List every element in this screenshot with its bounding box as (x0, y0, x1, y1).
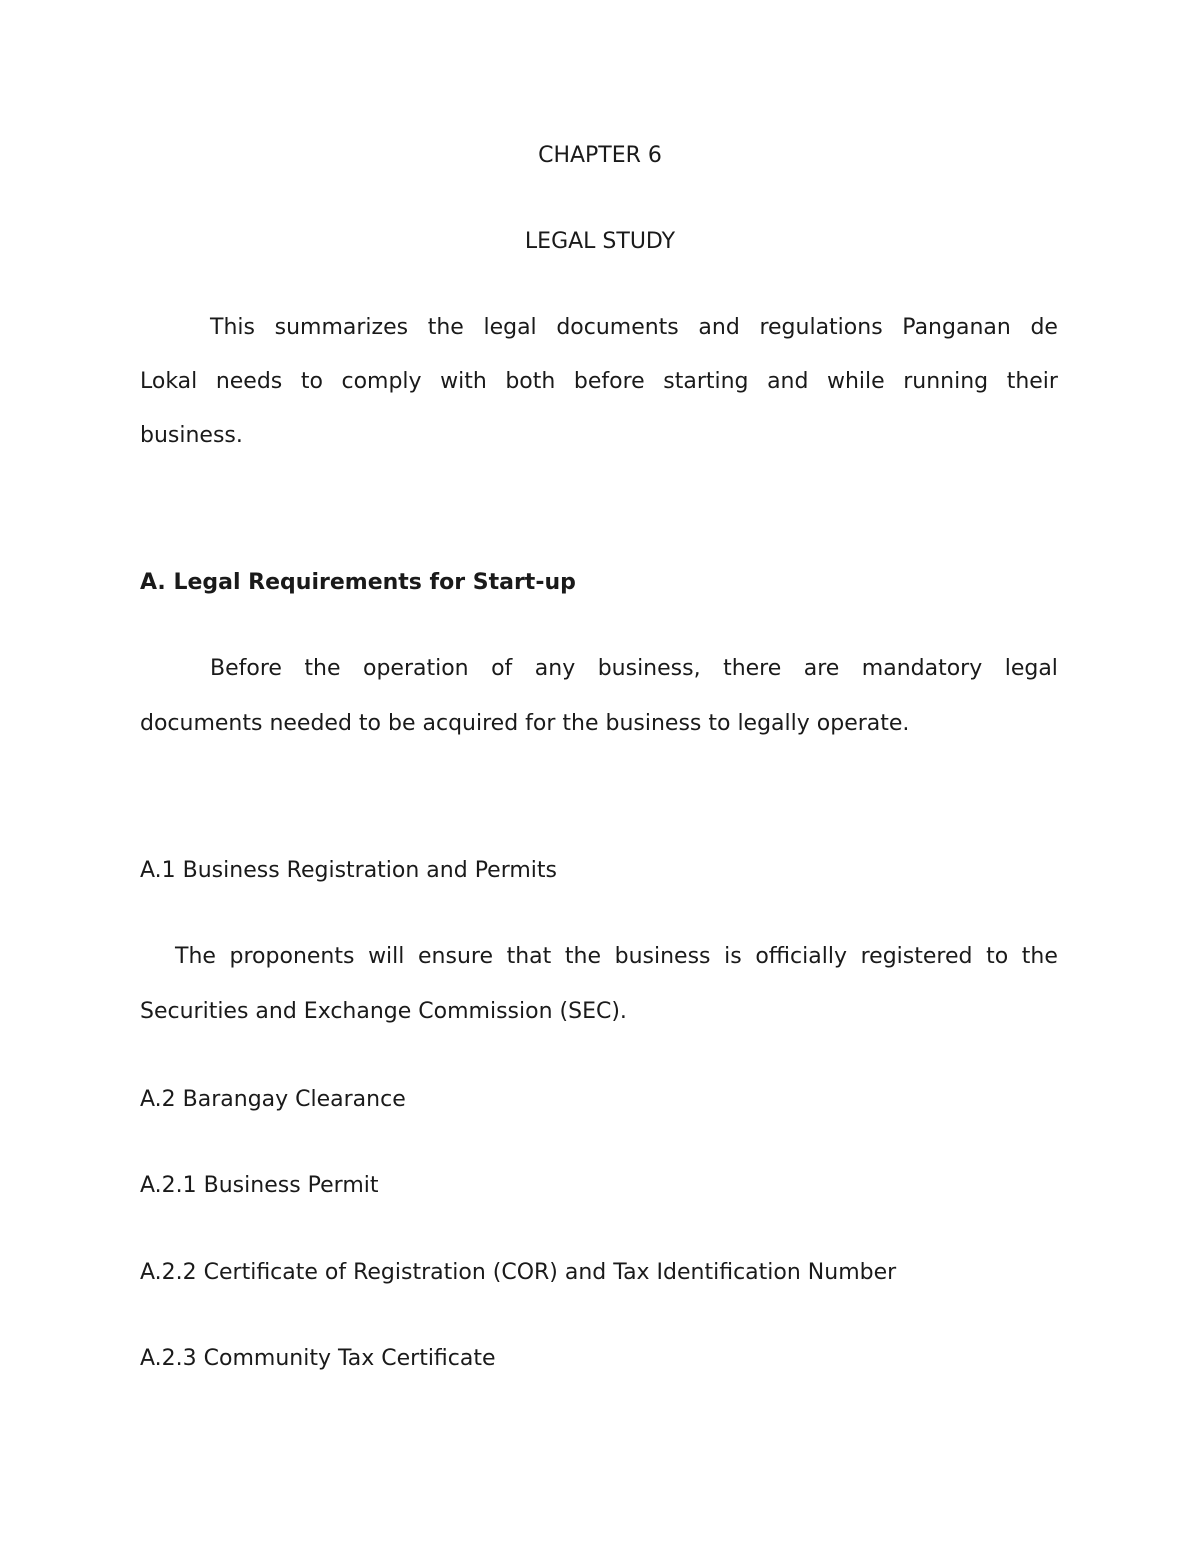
word: Panganan (902, 315, 1011, 340)
word: the (1021, 944, 1058, 969)
word: will (368, 944, 405, 969)
word: any (534, 656, 576, 681)
word: the (564, 944, 602, 969)
word: running (903, 369, 989, 394)
word: mandatory (861, 656, 983, 681)
intro-line-3: business. (140, 423, 243, 448)
word: Lokal (140, 369, 198, 394)
subsection-a22: A.2.2 Certificate of Registration (COR) and Tax Identification Number (140, 1260, 897, 1285)
subsection-a21: A.2.1 Business Permit (140, 1173, 379, 1198)
word: registered (860, 944, 973, 969)
word: legal (483, 315, 537, 340)
word: officially (755, 944, 847, 969)
section-a-para-line-1 (210, 654, 1058, 684)
word: summarizes (274, 315, 409, 340)
word: business (614, 944, 711, 969)
word: regulations (759, 315, 883, 340)
word: before (573, 369, 645, 394)
word: and (767, 369, 809, 394)
word: is (724, 944, 742, 969)
word: are (803, 656, 840, 681)
word: business, (597, 656, 701, 681)
chapter-title: LEGAL STUDY (524, 229, 676, 254)
word: there (723, 656, 782, 681)
word: comply (341, 369, 422, 394)
word: operation (362, 656, 469, 681)
word: of (491, 656, 513, 681)
subsection-a2: A.2 Barangay Clearance (140, 1087, 406, 1112)
section-a-heading: A. Legal Requirements for Start-up (140, 570, 576, 595)
word: starting (663, 369, 749, 394)
word: to (300, 369, 323, 394)
word: de (1030, 315, 1058, 340)
word: needs (215, 369, 283, 394)
word: legal (1004, 656, 1058, 681)
word: that (506, 944, 552, 969)
word: Before (210, 656, 282, 681)
word: proponents (229, 944, 355, 969)
word: while (827, 369, 885, 394)
word: with (440, 369, 487, 394)
word: their (1006, 369, 1058, 394)
word: ensure (418, 944, 493, 969)
subsection-a1-line-1 (175, 942, 1058, 972)
chapter-number: CHAPTER 6 (538, 143, 662, 168)
subsection-a1-heading: A.1 Business Registration and Permits (140, 858, 558, 883)
word: the (304, 656, 341, 681)
intro-line-2 (140, 367, 1058, 397)
word: This (210, 315, 255, 340)
word: documents (556, 315, 679, 340)
intro-line-1 (210, 313, 1058, 343)
section-a-para-line-2: documents needed to be acquired for the business to legally operate. (140, 711, 910, 736)
subsection-a1-line-2: Securities and Exchange Commission (SEC). (140, 999, 627, 1024)
word: and (698, 315, 740, 340)
word: the (427, 315, 464, 340)
word: The (175, 944, 216, 969)
subsection-a23: A.2.3 Community Tax Certificate (140, 1346, 496, 1371)
word: to (986, 944, 1009, 969)
word: both (505, 369, 556, 394)
